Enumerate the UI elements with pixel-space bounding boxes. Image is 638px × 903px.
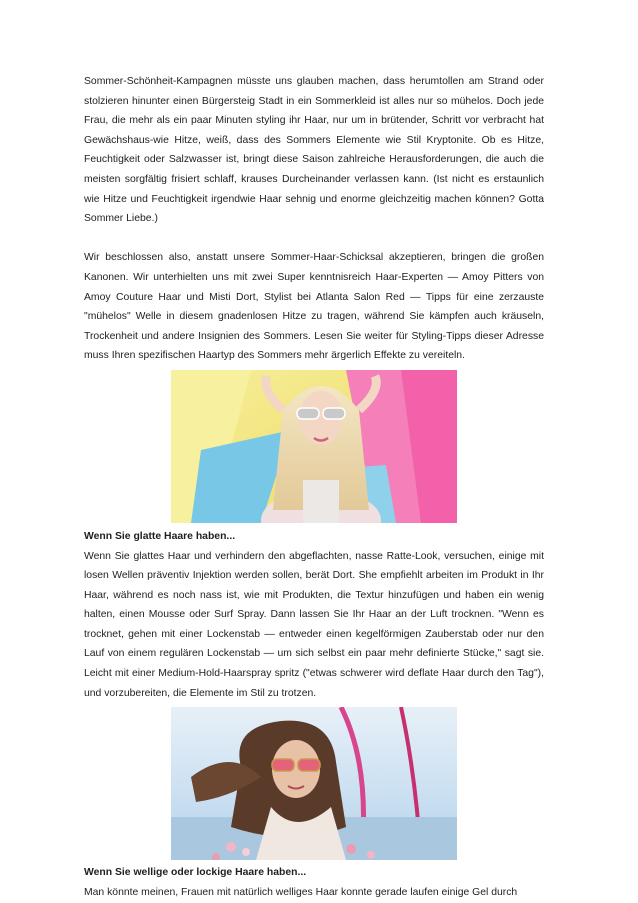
wavy-hair-paragraph: Man könnte meinen, Frauen mit natürlich welliges Haar konnte gerade laufen einige Gel durch [84,886,518,898]
intro-paragraph: Sommer-Schönheit-Kampagnen müsste uns glauben machen, dass herumtollen am Strand oder stolzieren hinunter einen Bürgersteig Stadt in ein Sommerkleid ist alles nur so mühelos. Doch jede Frau, die mehr als ein paar Minuten styling ihr Haar, nur um in brütender, Schritt vor verbracht hat Gewächshaus-wie Hitze, weiß, dass des Sommers Elemente wie Stil Kryptonite. Ob es Hitze, Feuchtigkeit oder Salzwasser ist, bringt diese Saison zahlreiche Herausforderungen, die auch die meisten sorgfältig frisiert schlaff, krauses Durcheinander verlassen kann. (Ist nicht es erstaunlich wie Hitze und Feuchtigkeit irgendwie Haar sehnig und enorme gleichzeitig machen können? Gotta Sommer Liebe.) [84,76,544,225]
paragraph-spacer [84,229,544,249]
wavy-hair-heading: Wenn Sie wellige oder lockige Haare haben... [84,867,307,879]
document-page [84,72,544,902]
straight-hair-paragraph: Wenn Sie glattes Haar und verhindern den abgeflachten, nasse Ratte-Look, versuchen, einige mit losen Wellen präventiv Injektion werden sollen, berät Dort. She empfiehlt arbeiten im Produkt in Ihr Haar, während es noch nass ist, wie mit Produkten, die Textur hinzufügen und haben ein wenig halten, einen Mousse oder Surf Spray. Dann lassen Sie Ihr Haar an der Luft trocknen. "Wenn es trocknet, gehen mit einer Lockenstab — entweder einen kegelförmigen Zauberstab oder nur den Lauf von einem regulären Lockenstab — um sich selbst ein paar mehr definierte Stücke," sagt sie. Leicht mit einer Medium-Hold-Haarspray spritz ("etwas schwerer wird deflate Haar durch den Tag"), und vorzubereiten, die Elemente im Stil zu trotzen. [84,550,544,699]
experts-paragraph: Wir beschlossen also, anstatt unsere Sommer-Haar-Schicksal akzeptieren, bringen die großen Kanonen. Wir unterhielten uns mit zwei Super kenntnisreich Haar-Experten — Amoy Pitters von Amoy Couture Haar und Misti Dort, Stylist bei Atlanta Salon Red — Tipps für eine zerzauste "mühelos" Welle in diesem gnadenlosen Hitze zu tragen, während Sie kämpfen auch kräuseln, Trockenheit und andere Insignien des Sommers. Lesen Sie weiter für Styling-Tipps dieser Adresse muss Ihren spezifischen Haartyp des Sommers mehr ärgerlich Effekte zu vereiteln. [84,252,544,362]
wavy-hair-photo [171,707,457,860]
straight-hair-heading: Wenn Sie glatte Haare haben... [84,530,236,542]
summer-hair-photo [171,370,457,523]
